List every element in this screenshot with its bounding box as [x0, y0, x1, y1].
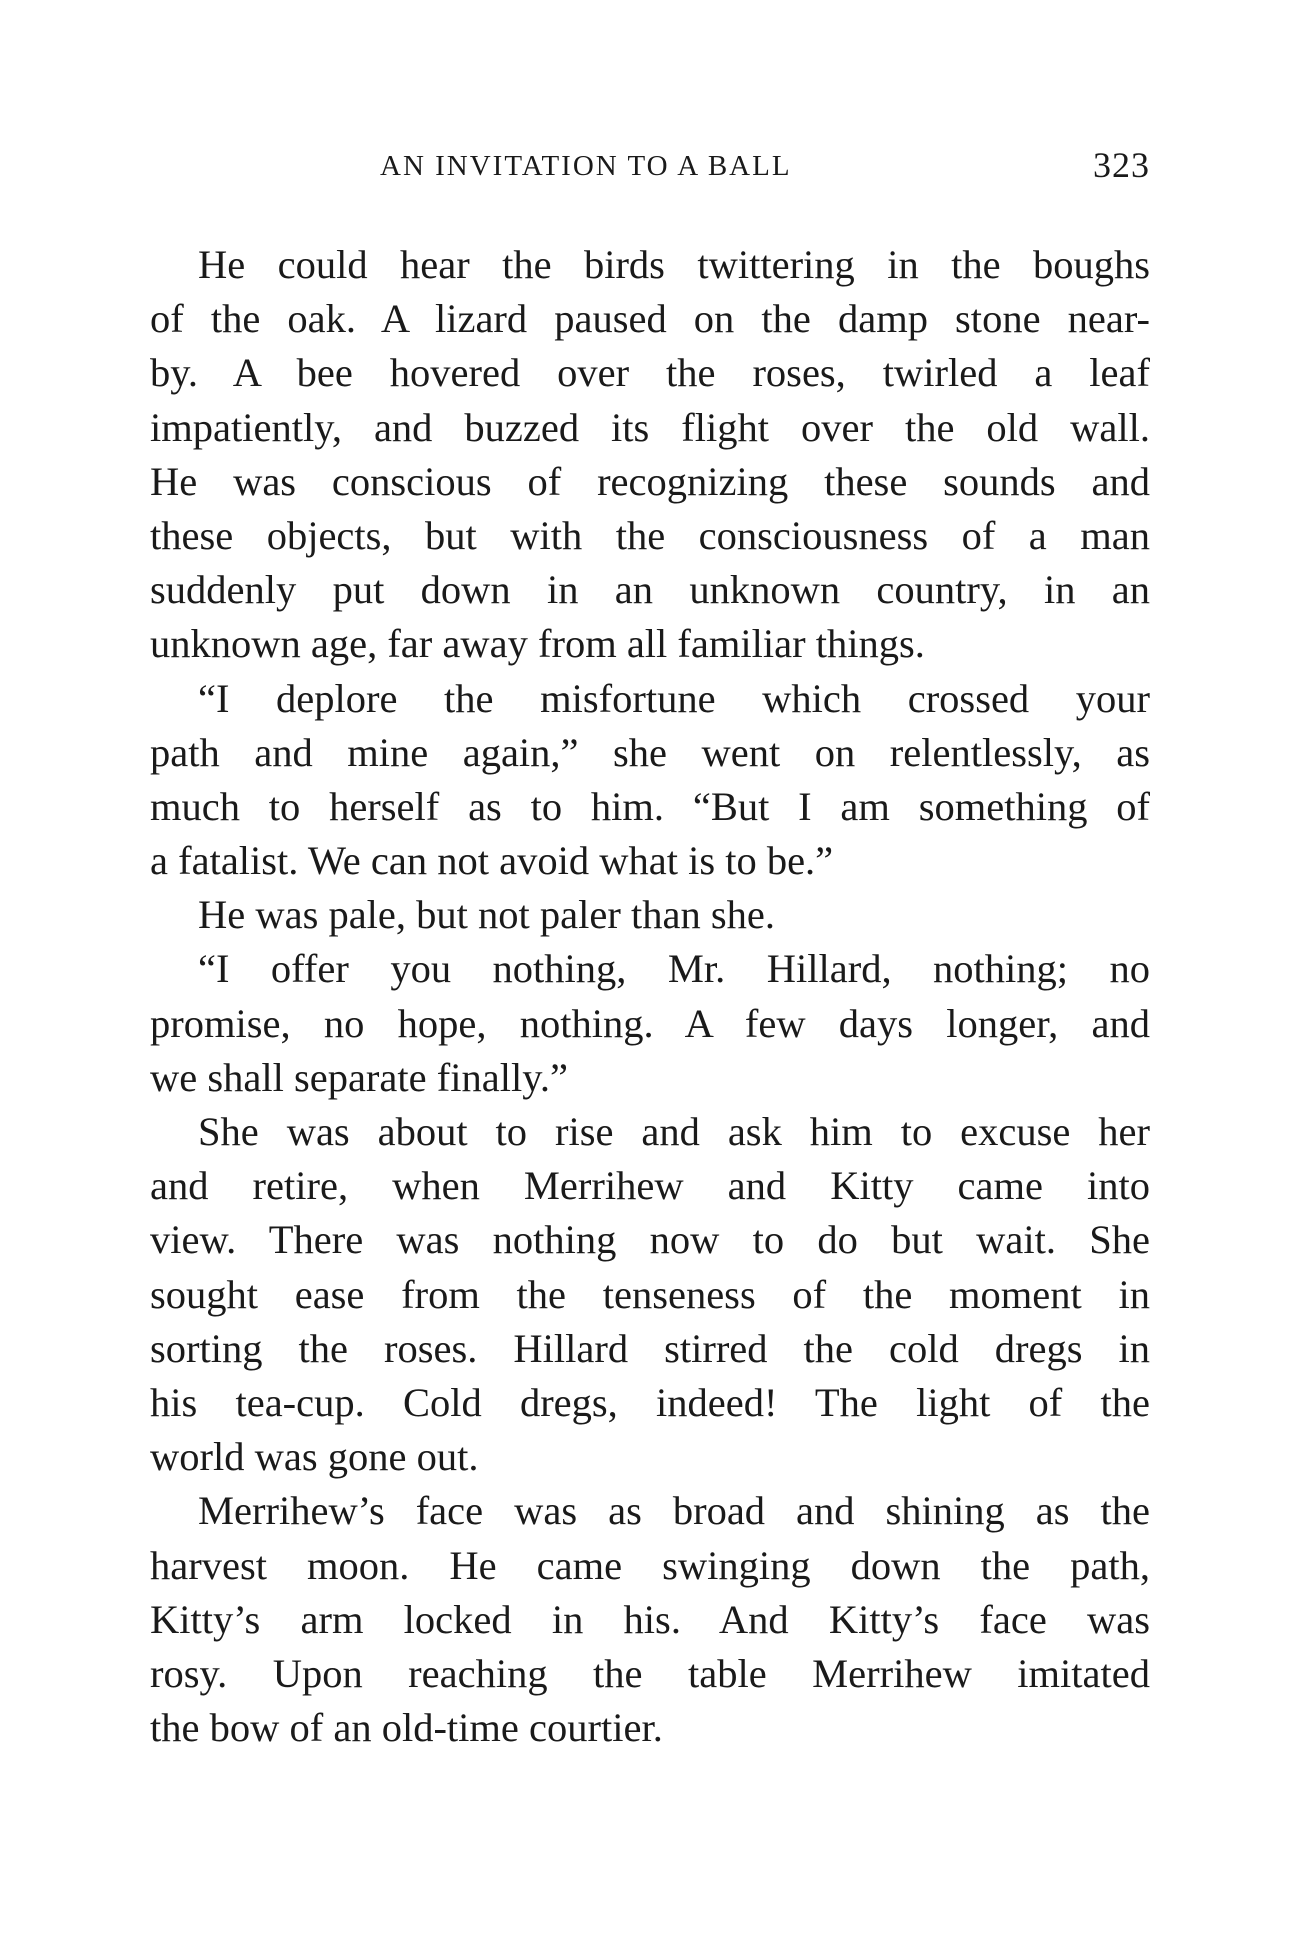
text-line: sorting the roses. Hillard stirred the cold dregs in: [150, 1325, 1150, 1371]
text-line: suddenly put down in an unknown country, in an: [150, 567, 1150, 613]
paragraph: [150, 672, 1150, 889]
text-line: sought ease from the tenseness of the moment in: [150, 1271, 1150, 1317]
text-line: by. A bee hovered over the roses, twirled a leaf: [150, 350, 1150, 396]
text-line: promise, no hope, nothing. A few days longer, and: [150, 1000, 1150, 1046]
text-line: Kitty’s arm locked in his. And Kitty’s face was: [150, 1596, 1150, 1642]
text-line: harvest moon. He came swinging down the path,: [150, 1542, 1150, 1588]
text-line: He was conscious of recognizing these sounds and: [150, 458, 1150, 504]
paragraph: [150, 238, 1150, 672]
text-line: She was about to rise and ask him to excuse her: [198, 1109, 1150, 1154]
text-line: these objects, but with the consciousness of a man: [150, 512, 1150, 558]
text-line: “I deplore the misfortune which crossed your: [198, 675, 1150, 721]
paragraph: [150, 942, 1150, 1105]
running-title: AN INVITATION TO A BALL: [380, 150, 792, 182]
text-line: and retire, when Merrihew and Kitty came into: [150, 1163, 1150, 1209]
page-number: 323: [1093, 145, 1150, 185]
text-line: He was pale, but not paler than she.: [198, 892, 775, 938]
paragraph: [150, 1105, 1150, 1484]
text-line: we shall separate finally.”: [150, 1054, 568, 1100]
text-line: impatiently, and buzzed its flight over the old wall.: [150, 404, 1150, 450]
text-line: world was gone out.: [150, 1434, 479, 1480]
text-line: much to herself as to him. “But I am something of: [150, 783, 1150, 829]
running-head: [150, 140, 1150, 200]
text-line: of the oak. A lizard paused on the damp stone near-: [150, 296, 1150, 342]
text-line: rosy. Upon reaching the table Merrihew imitated: [150, 1650, 1150, 1696]
paragraph: [150, 888, 1150, 942]
text-line: “I offer you nothing, Mr. Hillard, nothing; no: [198, 946, 1150, 992]
body-text: [150, 238, 1150, 1755]
text-line: path and mine again,” she went on relentlessly, as: [150, 729, 1150, 775]
text-line: view. There was nothing now to do but wait. She: [150, 1217, 1150, 1263]
text-line: unknown age, far away from all familiar things.: [150, 621, 925, 667]
text-line: the bow of an old-time courtier.: [150, 1705, 663, 1751]
text-line: a fatalist. We can not avoid what is to be.”: [150, 838, 834, 884]
paragraph: [150, 1484, 1150, 1755]
text-line: He could hear the birds twittering in the boughs: [198, 242, 1150, 287]
text-line: Merrihew’s face was as broad and shining as the: [198, 1488, 1150, 1534]
text-line: his tea-cup. Cold dregs, indeed! The light of the: [150, 1379, 1150, 1425]
